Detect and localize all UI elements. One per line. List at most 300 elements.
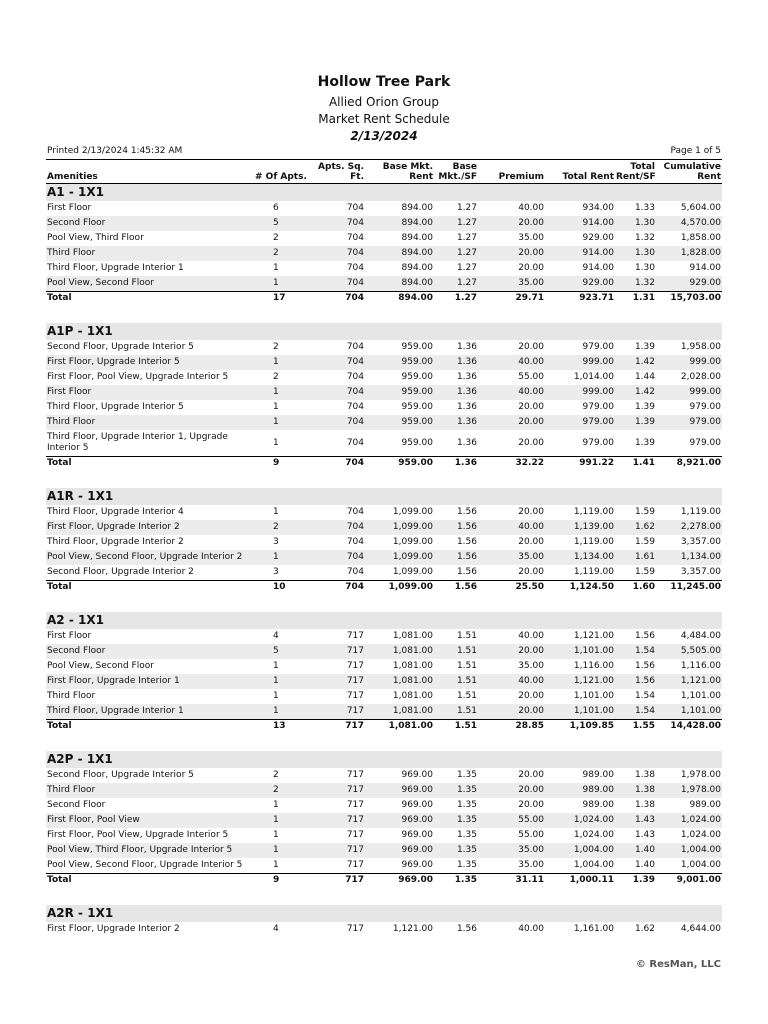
base-rent-cell: 969.00 — [365, 783, 434, 798]
amenity-cell: Pool View, Third Floor, Upgrade Interior 5 — [46, 843, 254, 858]
apts-count-cell: 1 — [254, 276, 309, 292]
sq-ft-cell: 717 — [346, 631, 364, 641]
premium-cell: 20.00 — [518, 402, 544, 412]
base-rent-cell: 959.00 — [365, 457, 434, 471]
base-per-sf-cell: 1.56 — [456, 567, 477, 577]
base-per-sf-cell: 1.35 — [456, 800, 477, 810]
total-per-sf-cell: 1.30 — [615, 216, 656, 231]
base-per-sf-cell: 1.27 — [434, 276, 478, 292]
base-per-sf-cell: 1.36 — [434, 355, 478, 370]
total-rent-cell: 1,121.00 — [573, 631, 614, 641]
total-rent-cell: 914.00 — [545, 216, 615, 231]
base-rent-cell: 1,081.00 — [365, 674, 434, 689]
total-per-sf-cell: 1.39 — [615, 415, 656, 430]
total-rent-cell: 1,121.00 — [545, 674, 615, 689]
amenity-cell: Third Floor, Upgrade Interior 5 — [47, 402, 184, 412]
cumulative-rent-cell: 1,116.00 — [680, 661, 721, 671]
total-per-sf-cell: 1.56 — [634, 661, 655, 671]
col-header-total-rent: Total Rent — [562, 172, 614, 182]
premium-cell: 35.00 — [478, 843, 545, 858]
apts-count-cell: 5 — [254, 644, 309, 659]
total-rent-cell: 1,101.00 — [545, 704, 615, 720]
cumulative-rent-cell: 14,428.00 — [656, 720, 722, 734]
apts-count-cell: 17 — [254, 292, 309, 306]
printed-timestamp: Printed 2/13/2024 1:45:32 AM — [47, 146, 183, 156]
total-per-sf-cell: 1.55 — [615, 720, 656, 734]
amenity-cell: Third Floor — [47, 691, 96, 701]
spacer-cell — [46, 305, 722, 323]
total-per-sf-cell: 1.44 — [634, 372, 655, 382]
total-rent-cell: 923.71 — [545, 292, 615, 306]
unit-type-group-header — [46, 488, 722, 505]
apts-count-cell: 2 — [254, 246, 309, 261]
base-rent-cell: 1,081.00 — [365, 644, 434, 659]
total-per-sf-cell: 1.43 — [615, 813, 656, 828]
sq-ft-cell: 717 — [346, 830, 364, 840]
total-rent-cell: 914.00 — [582, 263, 614, 273]
unit-type-group-header — [46, 905, 722, 922]
total-per-sf-cell: 1.59 — [634, 507, 655, 517]
col-header-sq-ft: Apts. Sq. Ft. — [318, 162, 364, 182]
base-rent-cell: 894.00 — [365, 216, 434, 231]
base-rent-cell: 959.00 — [401, 402, 433, 412]
group-total-row — [46, 720, 722, 734]
total-per-sf-cell: 1.38 — [634, 800, 655, 810]
amenity-cell: Total — [46, 720, 254, 734]
table-row — [46, 261, 722, 276]
apts-count-cell: 1 — [273, 830, 279, 840]
premium-cell: 40.00 — [478, 674, 545, 689]
cumulative-rent-cell: 9,001.00 — [656, 874, 722, 888]
group-spacer — [46, 733, 722, 751]
unit-type-group-header — [46, 751, 722, 768]
group-total-row — [46, 457, 722, 471]
base-rent-cell: 959.00 — [365, 415, 434, 430]
unit-type-group-header — [46, 184, 722, 202]
amenity-cell: Total — [46, 581, 254, 595]
sq-ft-cell: 704 — [346, 233, 364, 243]
cumulative-rent-cell: 5,505.00 — [656, 644, 722, 659]
copyright-footer: © ResMan, LLC — [635, 959, 721, 970]
premium-cell: 20.00 — [518, 691, 544, 701]
premium-cell: 20.00 — [518, 770, 544, 780]
sq-ft-cell: 704 — [309, 246, 365, 261]
report-date: 2/13/2024 — [350, 129, 418, 143]
base-per-sf-cell: 1.36 — [456, 402, 477, 412]
amenity-cell: First Floor, Upgrade Interior 1 — [46, 674, 254, 689]
apts-count-cell: 1 — [254, 355, 309, 370]
apts-count-cell: 1 — [254, 704, 309, 720]
unit-type-group-header — [46, 612, 722, 629]
spacer-cell — [46, 733, 722, 751]
apts-count-cell: 4 — [273, 924, 279, 934]
sq-ft-cell: 704 — [309, 581, 365, 595]
premium-cell: 20.00 — [478, 246, 545, 261]
group-spacer — [46, 594, 722, 612]
apts-count-cell: 1 — [273, 507, 279, 517]
premium-cell: 40.00 — [518, 203, 544, 213]
sq-ft-cell: 717 — [346, 661, 364, 671]
sq-ft-cell: 704 — [309, 550, 365, 565]
total-rent-cell: 1,109.85 — [545, 720, 615, 734]
cumulative-rent-cell: 4,644.00 — [680, 924, 721, 934]
base-per-sf-cell: 1.36 — [456, 342, 477, 352]
total-rent-cell: 1,116.00 — [573, 661, 614, 671]
group-spacer — [46, 305, 722, 323]
total-per-sf-cell: 1.54 — [615, 704, 656, 720]
apts-count-cell: 9 — [254, 874, 309, 888]
table-row — [46, 355, 722, 370]
base-per-sf-cell: 1.51 — [456, 691, 477, 701]
premium-cell: 40.00 — [518, 924, 544, 934]
amenity-cell: Second Floor — [47, 800, 106, 810]
sq-ft-cell: 717 — [309, 813, 365, 828]
group-total-row — [46, 581, 722, 595]
total-per-sf-cell: 1.54 — [615, 644, 656, 659]
base-per-sf-cell: 1.51 — [434, 720, 478, 734]
unit-type-name: A2P - 1X1 — [46, 751, 722, 768]
sq-ft-cell: 717 — [309, 704, 365, 720]
premium-cell: 35.00 — [478, 550, 545, 565]
premium-cell: 35.00 — [478, 276, 545, 292]
total-rent-cell: 1,014.00 — [573, 372, 614, 382]
col-header-base-per-sf: Base Mkt./SF — [438, 162, 477, 182]
apts-count-cell: 10 — [254, 581, 309, 595]
sq-ft-cell: 717 — [309, 874, 365, 888]
table-row — [46, 231, 722, 246]
table-row — [46, 674, 722, 689]
base-rent-cell: 1,099.00 — [392, 537, 433, 547]
table-row — [46, 858, 722, 874]
sq-ft-cell: 704 — [346, 203, 364, 213]
amenity-cell: Third Floor — [46, 246, 254, 261]
amenity-cell: Pool View, Third Floor — [47, 233, 144, 243]
total-rent-cell: 1,134.00 — [545, 550, 615, 565]
total-per-sf-cell: 1.39 — [615, 874, 656, 888]
table-row — [46, 505, 722, 520]
sq-ft-cell: 704 — [346, 342, 364, 352]
spacer-cell — [46, 470, 722, 488]
table-row — [46, 340, 722, 355]
cumulative-rent-cell: 929.00 — [656, 276, 722, 292]
base-per-sf-cell: 1.56 — [456, 507, 477, 517]
cumulative-rent-cell: 1,121.00 — [656, 674, 722, 689]
apts-count-cell: 1 — [254, 415, 309, 430]
apts-count-cell: 1 — [254, 550, 309, 565]
col-header-premium: Premium — [498, 172, 544, 182]
total-per-sf-cell: 1.30 — [615, 246, 656, 261]
total-per-sf-cell: 1.42 — [615, 355, 656, 370]
apts-count-cell: 1 — [273, 402, 279, 412]
sq-ft-cell: 704 — [346, 567, 364, 577]
unit-type-name: A1R - 1X1 — [46, 488, 722, 505]
cumulative-rent-cell: 11,245.00 — [656, 581, 722, 595]
sq-ft-cell: 704 — [309, 520, 365, 535]
total-per-sf-cell: 1.32 — [634, 233, 655, 243]
base-rent-cell: 959.00 — [365, 385, 434, 400]
cumulative-rent-cell: 914.00 — [689, 263, 721, 273]
table-row — [46, 385, 722, 400]
premium-cell: 40.00 — [478, 385, 545, 400]
rent-schedule-table — [46, 159, 722, 937]
col-header-cumulative: Cumulative Rent — [663, 162, 721, 182]
base-rent-cell: 1,081.00 — [365, 720, 434, 734]
total-per-sf-cell: 1.54 — [634, 691, 655, 701]
amenity-cell: Third Floor, Upgrade Interior 1 — [47, 263, 184, 273]
cumulative-rent-cell: 5,604.00 — [680, 203, 721, 213]
sq-ft-cell: 704 — [309, 292, 365, 306]
apts-count-cell: 2 — [273, 233, 279, 243]
apts-count-cell: 1 — [273, 691, 279, 701]
amenity-cell: Third Floor, Upgrade Interior 1, Upgrade Interior 5 — [47, 432, 228, 453]
total-per-sf-cell: 1.62 — [615, 520, 656, 535]
cumulative-rent-cell: 15,703.00 — [656, 292, 722, 306]
sq-ft-cell: 717 — [309, 644, 365, 659]
apts-count-cell: 9 — [254, 457, 309, 471]
total-rent-cell: 934.00 — [582, 203, 614, 213]
premium-cell: 20.00 — [478, 644, 545, 659]
total-rent-cell: 1,024.00 — [573, 830, 614, 840]
total-rent-cell: 914.00 — [545, 246, 615, 261]
cumulative-rent-cell: 1,004.00 — [656, 843, 722, 858]
table-header-row — [46, 160, 722, 184]
total-per-sf-cell: 1.59 — [634, 537, 655, 547]
total-rent-cell: 979.00 — [582, 437, 614, 448]
total-per-sf-cell: 1.31 — [615, 292, 656, 306]
amenity-cell: Pool View, Second Floor, Upgrade Interior 5 — [47, 860, 243, 870]
premium-cell: 20.00 — [518, 507, 544, 517]
apts-count-cell: 1 — [254, 843, 309, 858]
table-row — [46, 629, 722, 644]
cumulative-rent-cell: 1,101.00 — [680, 691, 721, 701]
base-rent-cell: 969.00 — [365, 843, 434, 858]
col-header-amenities: Amenities — [47, 172, 98, 182]
cumulative-rent-cell: 979.00 — [656, 415, 722, 430]
total-rent-cell: 979.00 — [545, 415, 615, 430]
base-per-sf-cell: 1.51 — [434, 704, 478, 720]
premium-cell: 20.00 — [478, 415, 545, 430]
sq-ft-cell: 704 — [309, 216, 365, 231]
total-per-sf-cell: 1.41 — [615, 457, 656, 471]
table-row — [46, 520, 722, 535]
amenity-cell: Pool View, Second Floor, Upgrade Interior 2 — [46, 550, 254, 565]
sq-ft-cell: 717 — [346, 860, 364, 870]
apts-count-cell: 1 — [273, 263, 279, 273]
premium-cell: 40.00 — [478, 520, 545, 535]
sq-ft-cell: 717 — [346, 770, 364, 780]
sq-ft-cell: 717 — [309, 674, 365, 689]
cumulative-rent-cell: 1,024.00 — [656, 813, 722, 828]
base-per-sf-cell: 1.35 — [434, 874, 478, 888]
cumulative-rent-cell: 1,101.00 — [656, 704, 722, 720]
group-spacer — [46, 887, 722, 905]
group-spacer — [46, 470, 722, 488]
base-per-sf-cell: 1.27 — [434, 216, 478, 231]
base-rent-cell: 969.00 — [401, 770, 433, 780]
base-per-sf-cell: 1.27 — [456, 263, 477, 273]
cumulative-rent-cell: 3,357.00 — [680, 567, 721, 577]
cumulative-rent-cell: 4,570.00 — [656, 216, 722, 231]
apts-count-cell: 1 — [254, 385, 309, 400]
base-rent-cell: 969.00 — [365, 813, 434, 828]
total-rent-cell: 1,124.50 — [545, 581, 615, 595]
col-header-num-apts: # Of Apts. — [255, 172, 307, 182]
premium-cell: 20.00 — [518, 537, 544, 547]
total-rent-cell: 1,161.00 — [573, 924, 614, 934]
total-rent-cell: 999.00 — [545, 355, 615, 370]
amenity-cell: First Floor, Upgrade Interior 2 — [47, 924, 180, 934]
base-rent-cell: 1,099.00 — [392, 567, 433, 577]
sq-ft-cell: 717 — [309, 720, 365, 734]
total-per-sf-cell: 1.42 — [615, 385, 656, 400]
amenity-cell: Second Floor — [46, 216, 254, 231]
cumulative-rent-cell: 1,004.00 — [680, 860, 721, 870]
base-per-sf-cell: 1.51 — [434, 644, 478, 659]
apts-count-cell: 1 — [273, 437, 279, 448]
base-per-sf-cell: 1.27 — [456, 233, 477, 243]
premium-cell: 20.00 — [518, 567, 544, 577]
amenity-cell: Third Floor — [46, 783, 254, 798]
total-rent-cell: 1,101.00 — [573, 691, 614, 701]
base-per-sf-cell: 1.56 — [456, 537, 477, 547]
sq-ft-cell: 704 — [346, 507, 364, 517]
table-row — [46, 246, 722, 261]
premium-cell: 55.00 — [518, 830, 544, 840]
premium-cell: 20.00 — [518, 437, 544, 448]
amenity-cell: Second Floor, Upgrade Interior 5 — [47, 770, 194, 780]
total-rent-cell: 1,119.00 — [573, 537, 614, 547]
unit-type-name: A1 - 1X1 — [46, 184, 722, 202]
table-row — [46, 550, 722, 565]
amenity-cell: First Floor — [47, 631, 92, 641]
base-per-sf-cell: 1.35 — [456, 860, 477, 870]
group-total-row — [46, 874, 722, 888]
premium-cell: 20.00 — [478, 704, 545, 720]
total-rent-cell: 979.00 — [582, 342, 614, 352]
total-rent-cell: 989.00 — [582, 800, 614, 810]
amenity-cell: First Floor, Pool View, Upgrade Interior 5 — [47, 372, 229, 382]
col-header-total-per-sf: Total Rent/SF — [616, 162, 656, 182]
total-rent-cell: 1,004.00 — [573, 860, 614, 870]
premium-cell: 32.22 — [478, 457, 545, 471]
apts-count-cell: 1 — [254, 813, 309, 828]
premium-cell: 55.00 — [518, 372, 544, 382]
company-name: Allied Orion Group — [328, 95, 440, 109]
total-per-sf-cell: 1.39 — [634, 342, 655, 352]
table-row — [46, 415, 722, 430]
premium-cell: 25.50 — [478, 581, 545, 595]
table-row — [46, 813, 722, 828]
base-rent-cell: 894.00 — [401, 263, 433, 273]
unit-type-name: A2R - 1X1 — [46, 905, 722, 922]
base-per-sf-cell: 1.51 — [456, 661, 477, 671]
report-title: Market Rent Schedule — [318, 112, 450, 126]
property-name: Hollow Tree Park — [317, 74, 451, 90]
total-per-sf-cell: 1.39 — [634, 437, 655, 448]
premium-cell: 35.00 — [518, 860, 544, 870]
table-row — [46, 922, 722, 937]
base-rent-cell: 959.00 — [401, 342, 433, 352]
total-rent-cell: 1,000.11 — [545, 874, 615, 888]
base-per-sf-cell: 1.27 — [434, 246, 478, 261]
total-per-sf-cell: 1.40 — [634, 860, 655, 870]
total-rent-cell: 929.00 — [582, 233, 614, 243]
base-rent-cell: 894.00 — [365, 292, 434, 306]
cumulative-rent-cell: 1,119.00 — [680, 507, 721, 517]
sq-ft-cell: 704 — [346, 402, 364, 412]
total-per-sf-cell: 1.33 — [634, 203, 655, 213]
table-row — [46, 430, 722, 457]
base-per-sf-cell: 1.36 — [456, 437, 477, 448]
total-rent-cell: 1,101.00 — [545, 644, 615, 659]
premium-cell: 28.85 — [478, 720, 545, 734]
base-rent-cell: 1,081.00 — [392, 631, 433, 641]
premium-cell: 40.00 — [518, 631, 544, 641]
amenity-cell: Second Floor, Upgrade Interior 2 — [47, 567, 194, 577]
table-row — [46, 370, 722, 385]
apts-count-cell: 2 — [254, 520, 309, 535]
amenity-cell: Total — [46, 874, 254, 888]
total-per-sf-cell: 1.38 — [615, 783, 656, 798]
base-per-sf-cell: 1.51 — [434, 674, 478, 689]
apts-count-cell: 6 — [273, 203, 279, 213]
table-row — [46, 276, 722, 292]
table-row — [46, 843, 722, 858]
cumulative-rent-cell: 979.00 — [689, 437, 721, 448]
amenity-cell: Total — [46, 457, 254, 471]
unit-type-group-header — [46, 323, 722, 340]
sq-ft-cell: 717 — [309, 783, 365, 798]
base-rent-cell: 969.00 — [401, 830, 433, 840]
amenity-cell: First Floor, Pool View — [46, 813, 254, 828]
table-row — [46, 783, 722, 798]
table-row — [46, 689, 722, 704]
sq-ft-cell: 704 — [309, 385, 365, 400]
base-rent-cell: 959.00 — [401, 437, 433, 448]
page-number: Page 1 of 5 — [670, 146, 721, 156]
total-per-sf-cell: 1.39 — [634, 402, 655, 412]
table-row — [46, 704, 722, 720]
table-row — [46, 659, 722, 674]
col-header-base-rent: Base Mkt. Rent — [382, 162, 433, 182]
apts-count-cell: 2 — [273, 770, 279, 780]
total-per-sf-cell: 1.32 — [615, 276, 656, 292]
cumulative-rent-cell: 989.00 — [689, 800, 721, 810]
amenity-cell: First Floor — [46, 385, 254, 400]
sq-ft-cell: 704 — [346, 263, 364, 273]
amenity-cell: Second Floor, Upgrade Interior 5 — [47, 342, 194, 352]
cumulative-rent-cell: 1,958.00 — [680, 342, 721, 352]
base-rent-cell: 969.00 — [401, 800, 433, 810]
apts-count-cell: 2 — [273, 372, 279, 382]
amenity-cell: Pool View, Second Floor — [47, 661, 154, 671]
apts-count-cell: 1 — [254, 674, 309, 689]
amenity-cell: First Floor, Upgrade Interior 2 — [46, 520, 254, 535]
base-rent-cell: 959.00 — [401, 372, 433, 382]
total-rent-cell: 989.00 — [545, 783, 615, 798]
total-per-sf-cell: 1.56 — [615, 674, 656, 689]
amenity-cell: Third Floor — [46, 415, 254, 430]
group-total-row — [46, 292, 722, 306]
base-rent-cell: 894.00 — [365, 246, 434, 261]
base-per-sf-cell: 1.27 — [434, 292, 478, 306]
amenity-cell: Second Floor — [46, 644, 254, 659]
base-rent-cell: 894.00 — [401, 203, 433, 213]
table-body — [46, 184, 722, 938]
apts-count-cell: 2 — [254, 783, 309, 798]
apts-count-cell: 2 — [273, 342, 279, 352]
total-per-sf-cell: 1.30 — [634, 263, 655, 273]
